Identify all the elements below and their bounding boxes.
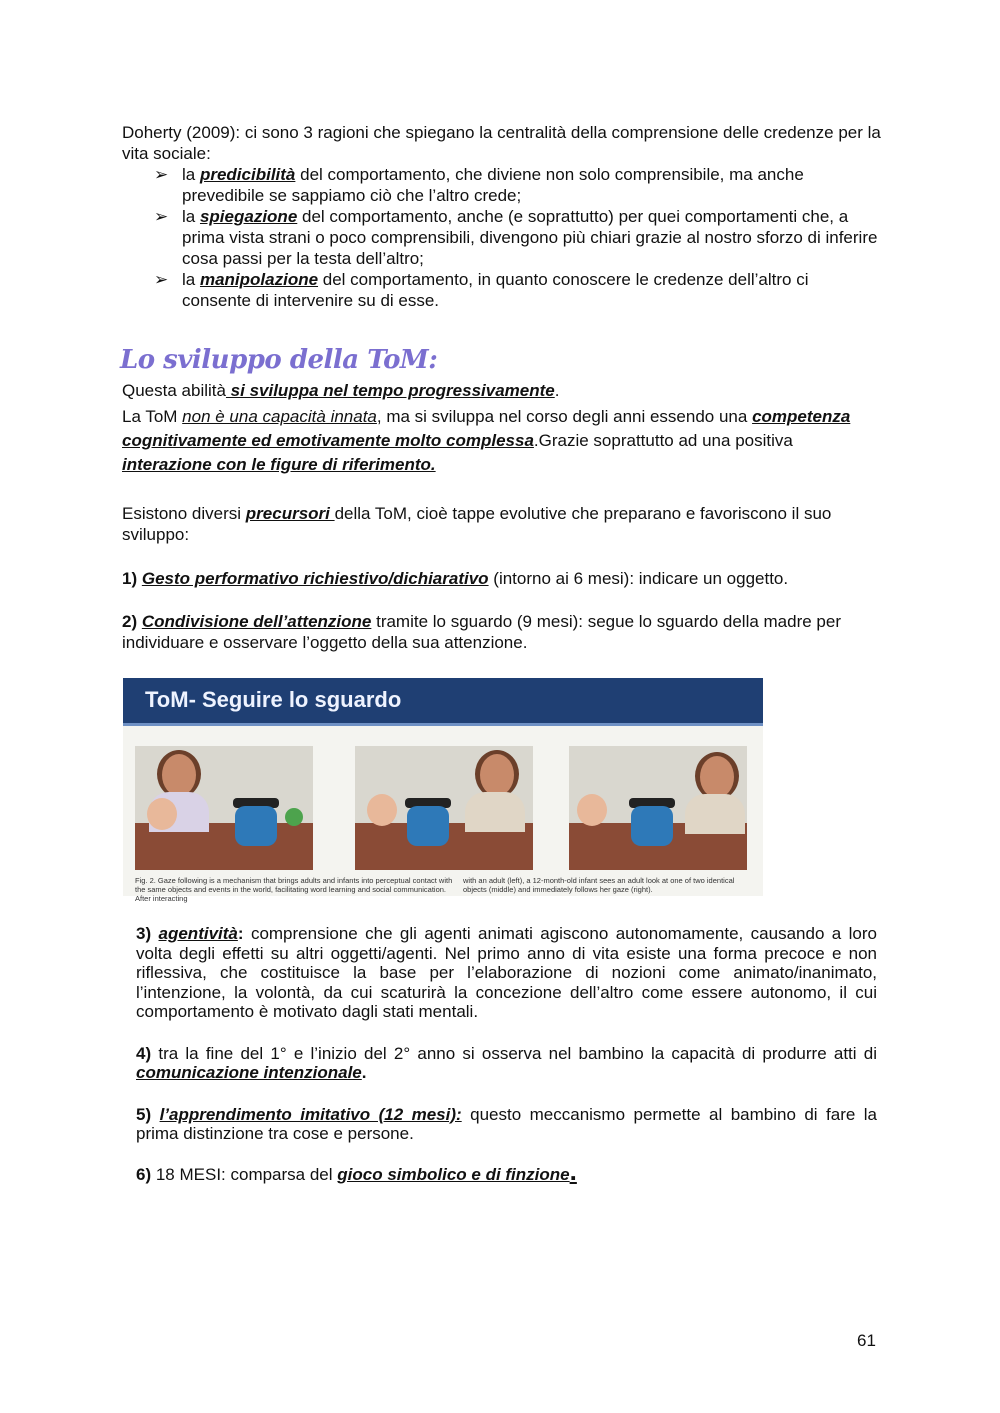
keyword: precursori — [245, 504, 335, 523]
points-block — [136, 924, 877, 1184]
keyword: Condivisione dell’attenzione — [141, 612, 372, 631]
keyword: predicibilità — [199, 165, 296, 184]
list-item: ➢ la spiegazione del comportamento, anche (e soprattutto) per quei comportamenti che, a prima vista strani o poco comprensibili, divengono più chiari grazie al nostro sforzo di inferire cosa passi per la testa dell’altro; — [154, 207, 878, 268]
keyword: Gesto performativo richiestivo/dichiarativo — [141, 569, 489, 588]
intro-line: Doherty (2009): ci sono 3 ragioni che spiegano la centralità della comprensione delle credenze per la vita sociale: — [122, 123, 881, 163]
paragraph: 2) Condivisione dell’attenzione tramite lo sguardo (9 mesi): segue lo sguardo della madre per individuare e osservare l’oggetto della sua attenzione. — [122, 612, 841, 652]
figure-slide — [123, 678, 763, 903]
arrow-bullet-icon: ➢ — [154, 270, 169, 289]
figure-caption-right: with an adult (left), a 12-month-old infant sees an adult look at one of two identical objects (middle) and immediately follows her gaze (right). — [463, 876, 735, 894]
photo-middle — [355, 746, 533, 870]
figure-caption-left: Fig. 2. Gaze following is a mechanism that brings adults and infants into perceptual contact with the same objects and events in the world, facilitating word learning and social communication. After interacting — [135, 876, 453, 903]
keyword: manipolazione — [199, 270, 319, 289]
slide-title: ToM- Seguire lo sguardo — [145, 687, 402, 712]
paragraph: 1) Gesto performativo richiestivo/dichiarativo (intorno ai 6 mesi): indicare un oggetto. — [122, 569, 789, 588]
keyword: comunicazione intenzionale — [136, 1063, 362, 1082]
paragraph: 3) agentività: comprensione che gli agenti animati agiscono autonomamente, causando a loro volta degli effetti su altri oggetti/agenti. Nel primo anno di vita esiste una forma precoce e non riflessiva, che costituisce la base per l’elaborazione di nozioni come animato/inanimato, l’intenzione, la volontà, da cui scaturirà la concezione dell’altro come essere autonomo, il cui comportamento è motivato dagli stati mentali. — [136, 924, 877, 1021]
keyword: agentività — [158, 924, 238, 943]
keyword: gioco simbolico e di finzione — [337, 1164, 570, 1184]
arrow-bullet-icon: ➢ — [154, 207, 169, 226]
arrow-bullet-icon: ➢ — [154, 165, 169, 184]
paragraph: La ToM non è una capacità innata, ma si sviluppa nel corso degli anni essendo una competenza cognitivamente ed emotivamente molto complessa.Grazie soprattutto ad una positiva interazione con le figure di riferimento. — [122, 407, 851, 474]
section-body — [122, 380, 882, 653]
slide-body — [123, 726, 763, 903]
keyword: competenza cognitivamente ed emotivamente molto complessa — [122, 407, 851, 450]
section-heading: Lo sviluppo della ToM: — [120, 345, 438, 375]
paragraph: Questa abilità si sviluppa nel tempo progressivamente. — [122, 381, 560, 400]
list-item: ➢ la manipolazione del comportamento, in quanto conoscere le credenze dell’altro ci consente di intervenire su di esse. — [154, 270, 809, 310]
keyword: interazione con le figure di riferimento. — [122, 455, 436, 474]
photo-right — [569, 746, 747, 870]
reasons-list — [122, 164, 882, 311]
photo-left — [135, 746, 313, 870]
paragraph: 4) tra la fine del 1° e l’inizio del 2° anno si osserva nel bambino la capacità di produrre atti di comunicazione intenzionale. — [136, 1043, 877, 1082]
page-number: 61 — [857, 1331, 876, 1350]
keyword: spiegazione — [199, 207, 298, 226]
keyword: l’apprendimento imitativo (12 mesi): — [159, 1104, 462, 1124]
keyword: si sviluppa nel tempo progressivamente — [225, 381, 555, 400]
paragraph: Esistono diversi precursori della ToM, cioè tappe evolutive che preparano e favoriscono il suo sviluppo: — [122, 504, 832, 544]
keyword: non è una capacità innata — [182, 407, 377, 426]
list-item: ➢ la predicibilità del comportamento, che diviene non solo comprensibile, ma anche prevedibile se sappiamo ciò che l’altro crede; — [154, 165, 804, 205]
intro-block — [122, 122, 882, 311]
paragraph: 6) 18 MESI: comparsa del gioco simbolico e di finzione. — [136, 1155, 577, 1186]
paragraph: 5) l’apprendimento imitativo (12 mesi): questo meccanismo permette al bambino di fare la prima distinzione tra cose e persone. — [136, 1104, 877, 1143]
